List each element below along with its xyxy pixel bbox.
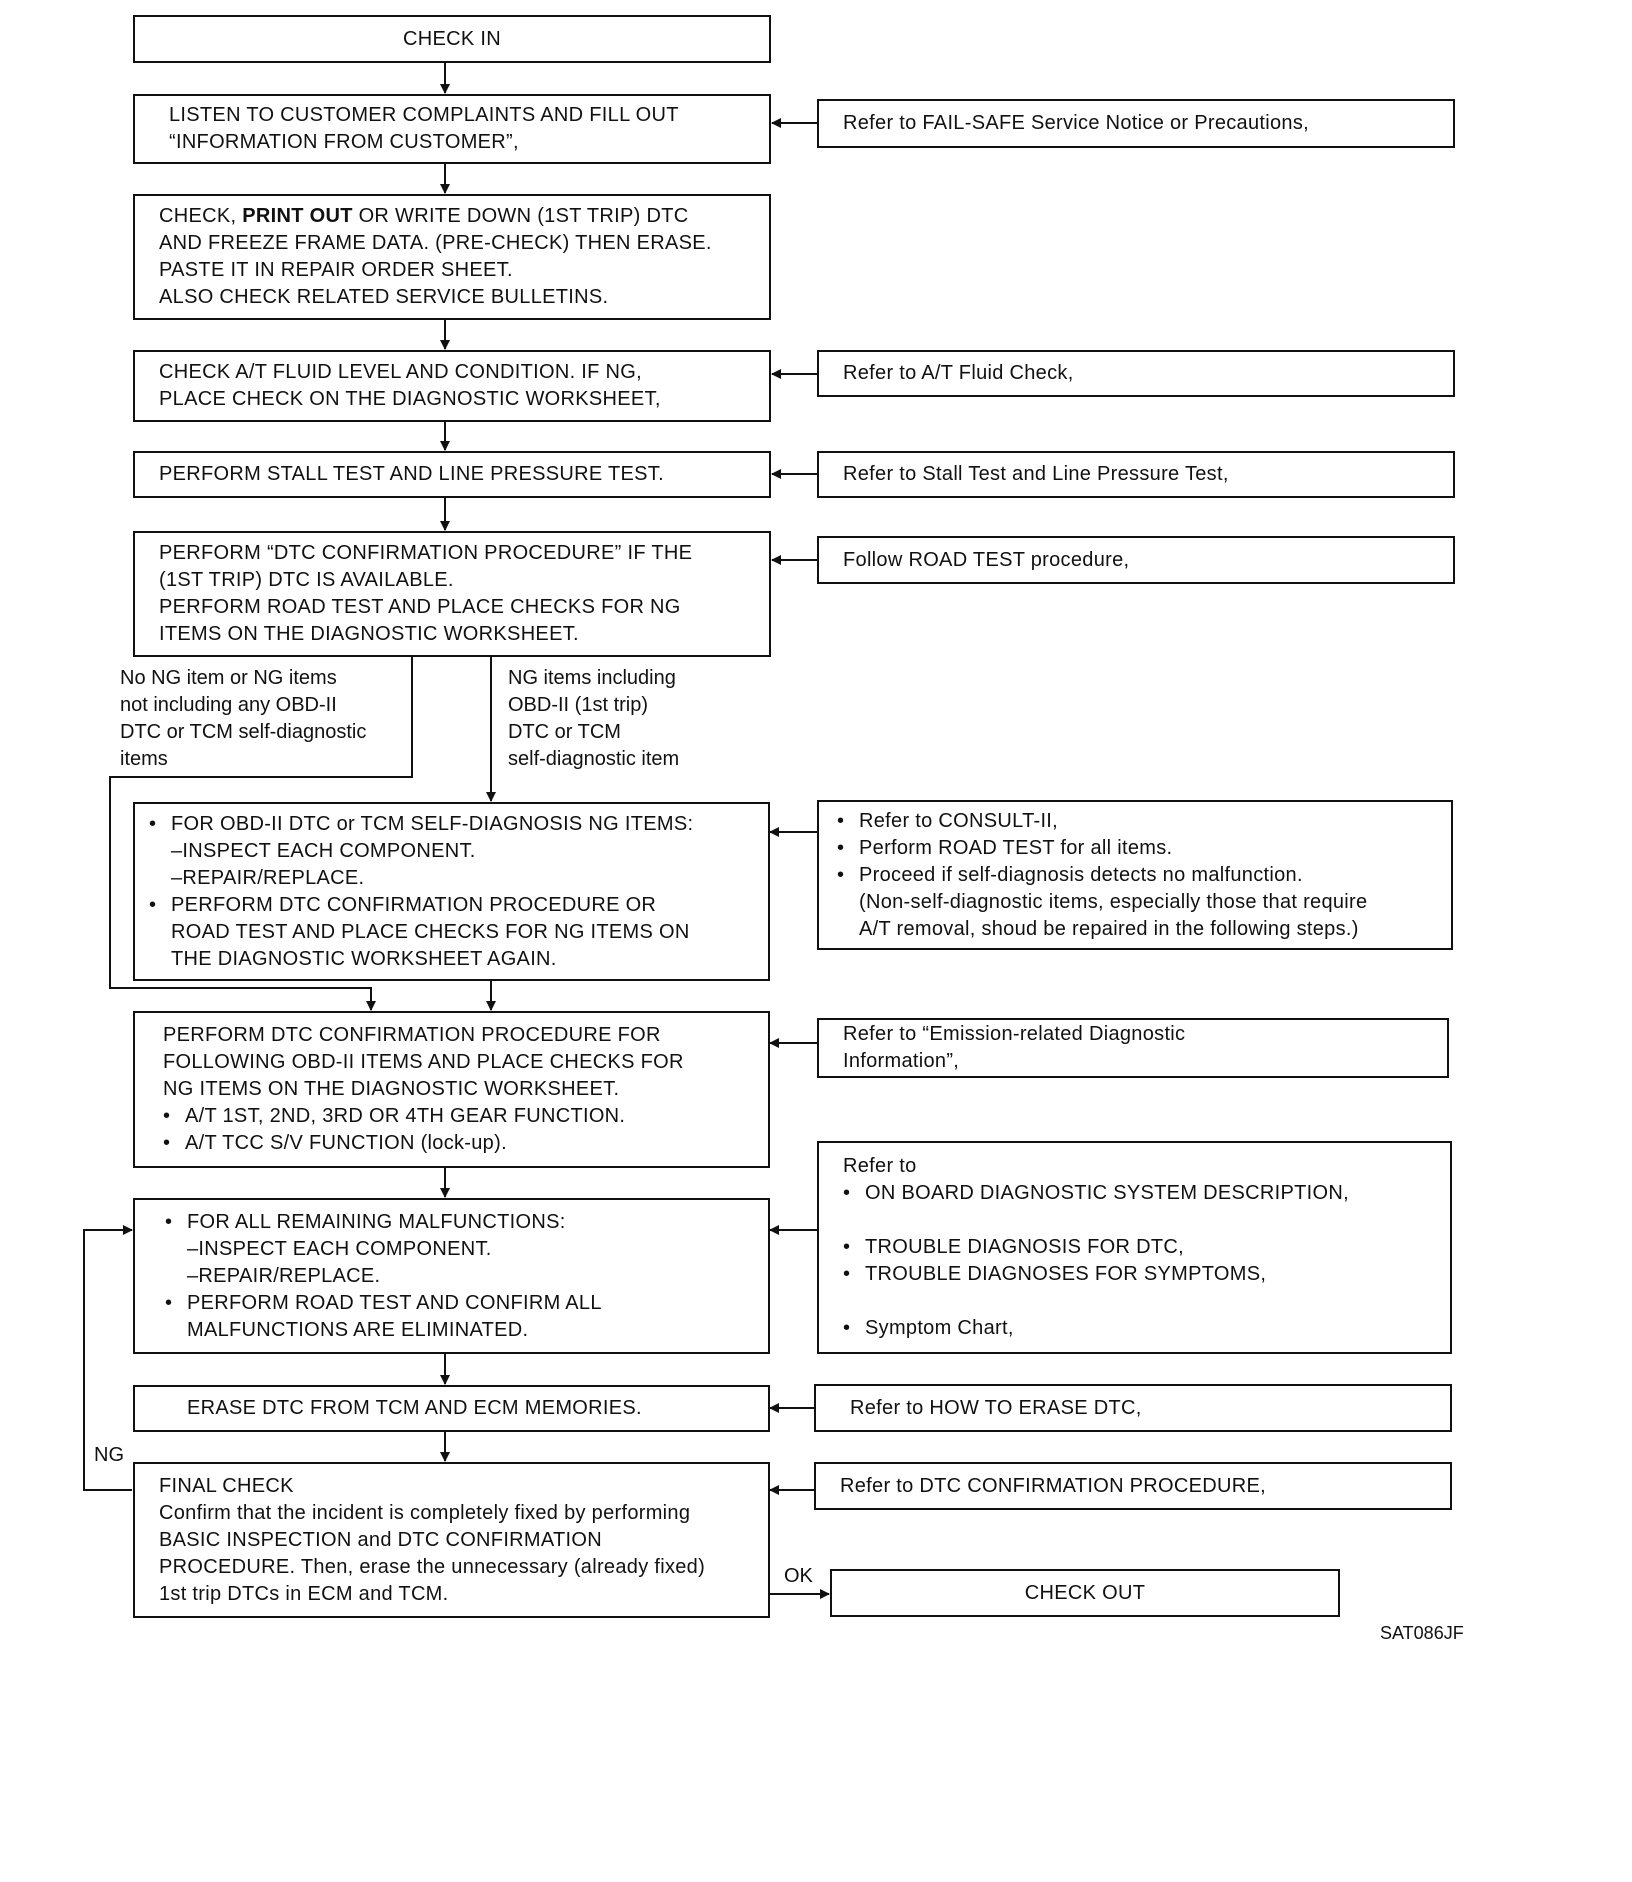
dtc-procedure-box: PERFORM “DTC CONFIRMATION PROCEDURE” IF THE (1ST TRIP) DTC IS AVAILABLE. PERFORM ROAD TEST AND PLACE CHECKS FOR NG ITEMS ON THE DIAGNOSTIC WORKSHEET. [133,531,771,657]
ref-road-test-box: Follow ROAD TEST procedure, [817,536,1455,584]
listen-complaints-box: LISTEN TO CUSTOMER COMPLAINTS AND FILL OUT “INFORMATION FROM CUSTOMER”, [133,94,771,164]
ref-consult-box: • Refer to CONSULT-II, • Perform ROAD TEST for all items. • Proceed if self-diagnosis detects no malfunction. (Non-self-diagnostic items, especially those that require A/T removal, shoud be repaired in the following steps.) [817,800,1453,950]
ref-stall-test-box: Refer to Stall Test and Line Pressure Test, [817,451,1455,498]
ref-dtc-confirm-box: Refer to DTC CONFIRMATION PROCEDURE, [814,1462,1452,1510]
ref-onboard-box: Refer to • ON BOARD DIAGNOSTIC SYSTEM DESCRIPTION, • TROUBLE DIAGNOSIS FOR DTC, • TROUBLE DIAGNOSES FOR SYMPTOMS, • Symptom Chart, [817,1141,1452,1354]
dtc-following-items-box: PERFORM DTC CONFIRMATION PROCEDURE FOR FOLLOWING OBD-II ITEMS AND PLACE CHECKS FOR NG ITEMS ON THE DIAGNOSTIC WORKSHEET. • A/T 1ST, 2ND, 3RD OR 4TH GEAR FUNCTION. • A/T TCC S/V FUNCTION (lock-up). [133,1011,770,1168]
erase-dtc-box: ERASE DTC FROM TCM AND ECM MEMORIES. [133,1385,770,1432]
ref-fluid-check-box: Refer to A/T Fluid Check, [817,350,1455,397]
ref-erase-dtc-box: Refer to HOW TO ERASE DTC, [814,1384,1452,1432]
check-in-box [133,15,771,63]
remaining-malfunctions-box: • FOR ALL REMAINING MALFUNCTIONS: –INSPECT EACH COMPONENT. –REPAIR/REPLACE. • PERFORM ROAD TEST AND CONFIRM ALL MALFUNCTIONS ARE ELIMINATED. [133,1198,770,1354]
ref-emission-box: Refer to “Emission-related Diagnostic Information”, [817,1018,1449,1078]
final-check-box: FINAL CHECK Confirm that the incident is completely fixed by performing BASIC INSPECTION and DTC CONFIRMATION PROCEDURE. Then, erase the unnecessary (already fixed) 1st trip DTCs in ECM and TCM. [133,1462,770,1618]
check-in-label: CHECK IN [403,27,501,50]
fluid-check-box: CHECK A/T FLUID LEVEL AND CONDITION. IF NG, PLACE CHECK ON THE DIAGNOSTIC WORKSHEET, [133,350,771,422]
ref-fail-safe-box: Refer to FAIL-SAFE Service Notice or Precautions, [817,99,1455,148]
check-out-label: CHECK OUT [1024,1581,1146,1604]
branch-no-ng-label: No NG item or NG items not including any OBD-II DTC or TCM self-diagnostic items [120,667,367,770]
check-out-box [830,1569,1340,1617]
ok-label: OK [784,1565,813,1587]
stall-test-box: PERFORM STALL TEST AND LINE PRESSURE TEST. [133,451,771,498]
obd-ng-items-box: • FOR OBD-II DTC or TCM SELF-DIAGNOSIS NG ITEMS: –INSPECT EACH COMPONENT. –REPAIR/REPLACE. • PERFORM DTC CONFIRMATION PROCEDURE OR ROAD TEST AND PLACE CHECKS FOR NG ITEMS ON THE DIAGNOSTIC WORKSHEET AGAIN. [133,802,770,981]
figure-id: SAT086JF [1380,1623,1464,1643]
branch-ng-label: NG items including OBD-II (1st trip) DTC or TCM self-diagnostic item [508,667,680,770]
ng-loop-label: NG [94,1444,124,1466]
print-out-dtc-box: CHECK, PRINT OUT OR WRITE DOWN (1ST TRIP) DTC AND FREEZE FRAME DATA. (PRE-CHECK) THEN ERASE. PASTE IT IN REPAIR ORDER SHEET. ALSO CHECK RELATED SERVICE BULLETINS. [133,194,771,320]
